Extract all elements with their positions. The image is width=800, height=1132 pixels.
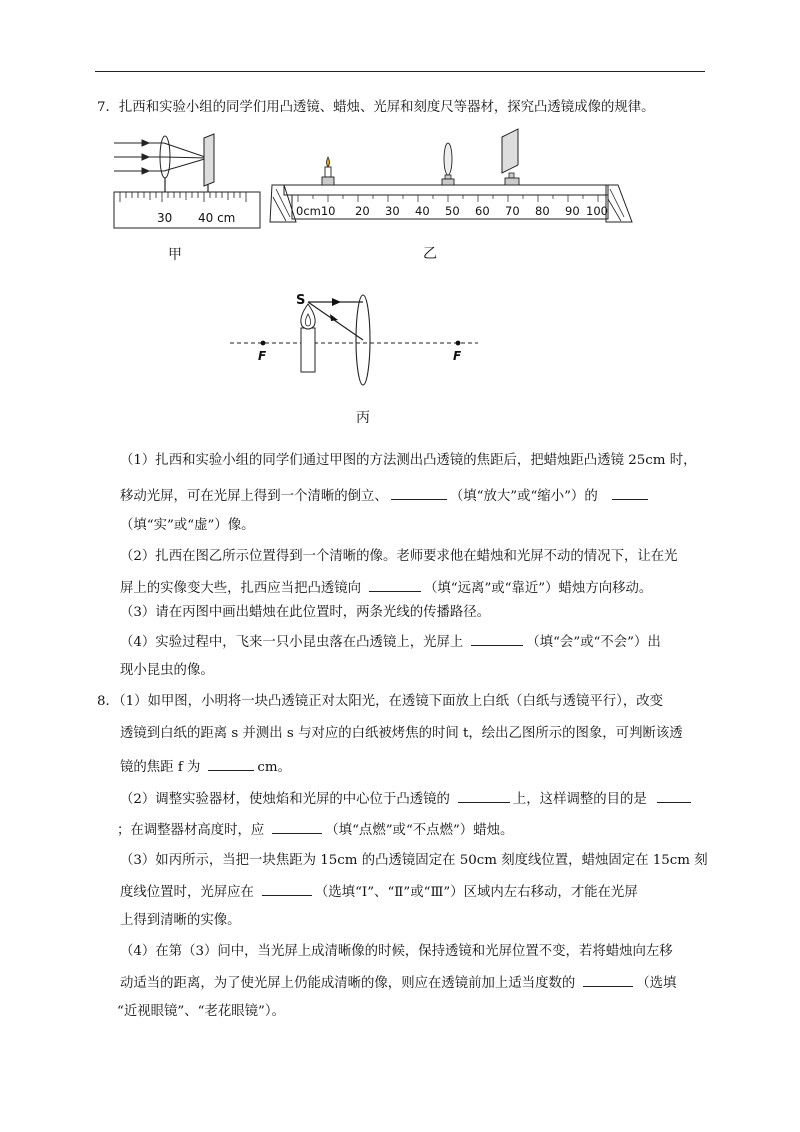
answer-blank-purpose[interactable] [657,789,691,803]
bench-tick-70: 70 [505,204,520,218]
bench-tick-60: 60 [475,204,490,218]
q8-p2-line1 [120,789,694,809]
q7-p1-text-a: 移动光屏，可在光屏上得到一个清晰的倒立、 [120,489,388,504]
answer-blank-real-virtual[interactable] [612,486,648,500]
q7-p2-line2 [120,578,652,598]
fig-label-bing: 丙 [356,410,370,426]
q8-p4-text-a: 动适当的距离，为了使光屏上仍能成清晰的像，则应在透镜前加上适当度数的 [120,976,576,991]
answer-blank-focal-length[interactable] [208,757,254,771]
q7-p4-text-b: （填“会”或“不会”）出 [526,635,661,650]
q7-p4-line2: 现小昆虫的像。 [120,663,214,678]
q7-stem: 7．扎西和实验小组的同学们用凸透镜、蜡烛、光屏和刻度尺等器材，探究凸透镜成像的规律。 [97,100,655,115]
bench-tick-30: 30 [385,204,400,218]
bench-tick-80: 80 [535,204,550,218]
q8-p1-line1: 8．（1）如甲图，小明将一块凸透镜正对太阳光，在透镜下面放上白纸（白纸与透镜平行），改变 [97,694,664,709]
bench-tick-0: 0cm10 [296,204,336,218]
bench-tick-90: 90 [565,204,580,218]
q7-p2-line1: （2）扎西在图乙所示位置得到一个清晰的像。老师要求他在蜡烛和光屏不动的情况下，让在光 [120,549,678,564]
header-rule [95,71,705,72]
figure-yi [266,127,636,227]
q8-p2-text-a: （2）调整实验器材，使烛焰和光屏的中心位于凸透镜的 [120,792,450,807]
answer-blank-lens-direction[interactable] [369,578,421,592]
q8-p4-line2 [120,973,676,993]
q8-p1-text-b: cm。 [257,760,292,775]
q7-p1-line1: （1）扎西和实验小组的同学们通过甲图的方法测出凸透镜的焦距后，把蜡烛距凸透镜 25cm 时， [120,453,697,468]
q7-p2-text-a: 屏上的实像变大些，扎西应当把凸透镜向 [120,581,362,596]
q8-p2-text-c: ；在调整器材高度时，应 [117,823,265,838]
bench-tick-50: 50 [445,204,460,218]
q8-p3-text-b: （选填“Ⅰ”、“Ⅱ”或“Ⅲ”）区域内左右移动，才能在光屏 [314,885,638,900]
fig-label-yi: 乙 [423,246,437,262]
candle-on-bench [322,157,334,185]
screen-on-bench [502,129,519,185]
figure-jia [112,130,262,230]
ruler-tick-40: 40 cm [198,211,236,225]
q8-p1-line3 [120,757,291,777]
q7-p1-line3: （填“实”或“虚”）像。 [120,518,255,533]
q7-p4-line1 [120,632,661,652]
q8-p3-line3: 上得到清晰的实像。 [120,913,241,928]
q7-p4-text-a: （4）实验过程中，飞来一只小昆虫落在凸透镜上，光屏上 [120,635,464,650]
q8-p3-line1: （3）如丙所示，当把一块焦距为 15cm 的凸透镜固定在 50cm 刻度线位置，蜡烛固定在 15cm 刻 [120,853,708,868]
ruler-tick-30: 30 [157,211,173,225]
answer-blank-glasses[interactable] [583,973,633,987]
q8-p4-text-b: （选填 [636,976,677,991]
q7-p2-text-b: （填“远离”或“靠近”）蜡烛方向移动。 [424,581,653,596]
answer-blank-magnify[interactable] [391,486,447,500]
answer-blank-principal-axis[interactable] [458,789,510,803]
lens-on-bench [442,143,454,185]
q8-p2-text-b: 上，这样调整的目的是 [512,792,647,807]
answer-blank-insect-image[interactable] [471,632,523,646]
q8-p1-line2: 透镜到白纸的距离 s 并测出 s 与对应的白纸被烤焦的时间 t，绘出乙图所示的图象，可判断该透 [120,726,683,741]
focal-left-label: F [258,349,267,363]
q8-p1-text-a: 镜的焦距 f 为 [120,760,201,775]
q7-p1-line2 [120,486,651,506]
q8-p3-line2 [120,882,638,902]
q8-p4-line1: （4）在第（3）问中，当光屏上成清晰像的时候，保持透镜和光屏位置不变，若将蜡烛向左移 [120,944,673,959]
answer-blank-region[interactable] [262,882,312,896]
figure-bing [228,290,483,395]
focal-right-label: F [453,349,462,363]
q8-p2-line2 [117,820,513,840]
q7-p3-line1: （3）请在丙图中画出蜡烛在此位置时，两条光线的传播路径。 [120,605,491,620]
q8-p2-text-d: （填“点燃”或“不点燃”）蜡烛。 [325,823,514,838]
bench-tick-40: 40 [415,204,430,218]
q7-p1-text-b: （填“放大”或“缩小”）的 [449,489,598,504]
bench-tick-100: 100 [586,204,608,218]
answer-blank-light-candle[interactable] [272,820,322,834]
q8-p3-text-a: 度线位置时，光屏应在 [120,885,254,900]
bench-tick-20: 20 [355,204,370,218]
fig-label-jia: 甲 [168,247,182,263]
point-s-label: S [296,293,306,308]
q8-p4-line3: “近视眼镜”、“老花眼镜”）。 [117,1004,285,1019]
